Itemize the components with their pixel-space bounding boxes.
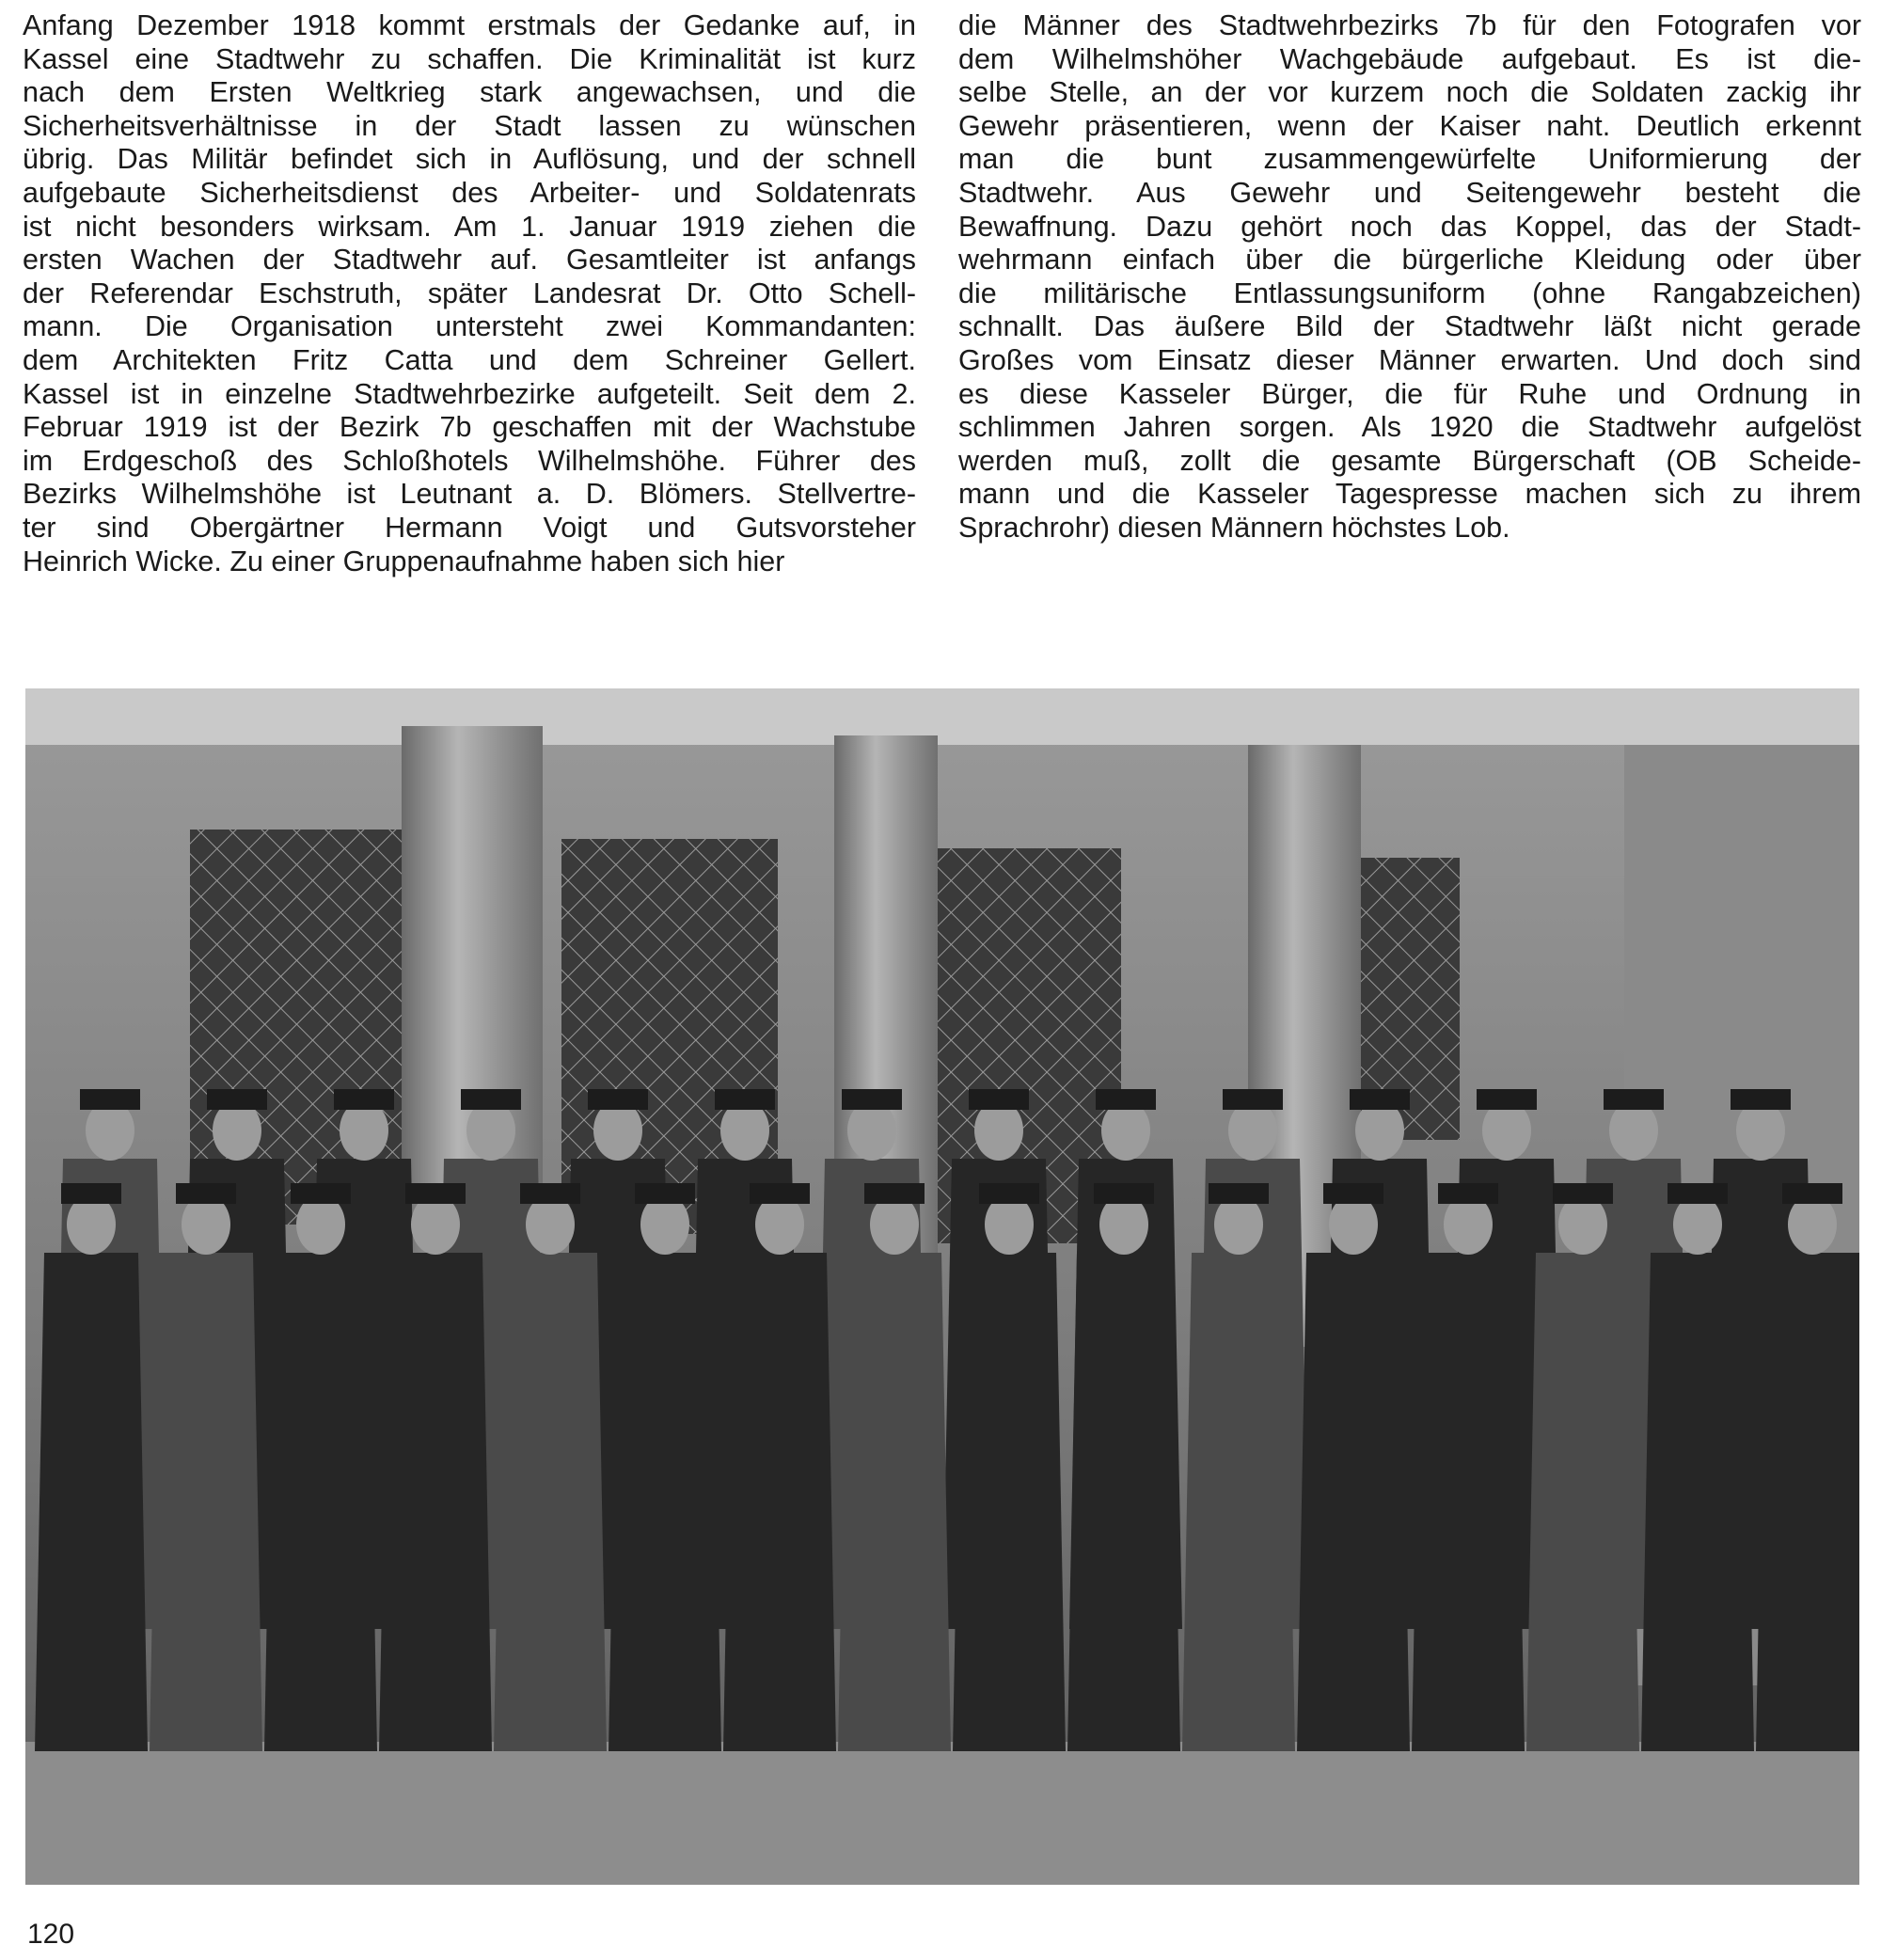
person-hat	[864, 1183, 925, 1204]
left-text-column	[23, 9, 916, 578]
person-body	[723, 1253, 836, 1751]
text-line: schlimmen Jahren sorgen. Als 1920 die Stadtwehr aufgelöst	[958, 411, 1861, 444]
person-hat	[1604, 1089, 1664, 1110]
text-line: mann. Die Organisation untersteht zwei Kommandanten:	[23, 310, 916, 343]
text-line: im Erdgeschoß des Schloßhotels Wilhelmshöhe. Führer des	[23, 444, 916, 477]
text-line: Anfang Dezember 1918 kommt erstmals der Gedanke auf, in	[23, 9, 916, 41]
person-hat	[207, 1089, 267, 1110]
text-line: ersten Wachen der Stadtwehr auf. Gesamtleiter ist anfangs	[23, 244, 916, 277]
person-hat	[979, 1183, 1039, 1204]
person-hat	[334, 1089, 394, 1110]
person-hat	[588, 1089, 648, 1110]
text-line: Februar 1919 ist der Bezirk 7b geschaffen mit der Wachstube	[23, 411, 916, 444]
text-line: dem Wilhelmshöher Wachgebäude aufgebaut. Es ist die-	[958, 42, 1861, 75]
person-hat	[176, 1183, 236, 1204]
page-number: 120	[27, 1919, 75, 1950]
person-hat	[635, 1183, 695, 1204]
text-line: selbe Stelle, an der vor kurzem noch die Soldaten zackig ihr	[958, 76, 1861, 109]
person-hat	[715, 1089, 775, 1110]
person-hat	[1438, 1183, 1498, 1204]
text-line: mann und die Kasseler Tagespresse machen sich zu ihrem	[958, 478, 1861, 511]
person-hat	[80, 1089, 140, 1110]
person-hat	[461, 1089, 521, 1110]
group-photo-stadtwehr	[25, 688, 1859, 1885]
text-line: nach dem Ersten Weltkrieg stark angewachsen, und die	[23, 76, 916, 109]
person-hat	[405, 1183, 466, 1204]
text-line: dem Architekten Fritz Catta und dem Schreiner Gellert.	[23, 343, 916, 376]
person-hat	[1477, 1089, 1537, 1110]
person-hat	[1731, 1089, 1791, 1110]
person-hat	[1209, 1183, 1269, 1204]
text-line: die militärische Entlassungsuniform (ohne Rangabzeichen)	[958, 277, 1861, 309]
person-hat	[1553, 1183, 1613, 1204]
person-body	[1297, 1253, 1410, 1751]
text-line: Heinrich Wicke. Zu einer Gruppenaufnahme haben sich hier	[23, 545, 785, 577]
person-body	[1526, 1253, 1639, 1751]
person-body	[1641, 1253, 1754, 1751]
text-line: Stadtwehr. Aus Gewehr und Seitengewehr besteht die	[958, 176, 1861, 209]
person-body	[609, 1253, 721, 1751]
text-line: Gewehr präsentieren, wenn der Kaiser naht. Deutlich erkennt	[958, 109, 1861, 142]
text-line: wehrmann einfach über die bürgerliche Kleidung oder über	[958, 244, 1861, 277]
text-line: aufgebaute Sicherheitsdienst des Arbeiter- und Soldatenrats	[23, 176, 916, 209]
person-hat	[1323, 1183, 1383, 1204]
text-line: ter sind Obergärtner Hermann Voigt und Gutsvorsteher	[23, 511, 916, 544]
text-line: schnallt. Das äußere Bild der Stadtwehr läßt nicht gerade	[958, 310, 1861, 343]
person-hat	[61, 1183, 121, 1204]
person-body	[953, 1253, 1066, 1751]
text-line: man die bunt zusammengewürfelte Uniformierung der	[958, 143, 1861, 176]
person-body	[264, 1253, 377, 1751]
person-hat	[520, 1183, 580, 1204]
text-line: Sprachrohr) diesen Männern höchstes Lob.	[958, 511, 1510, 544]
person-hat	[1094, 1183, 1154, 1204]
person-body	[838, 1253, 951, 1751]
person-body	[1182, 1253, 1295, 1751]
text-line: Kassel ist in einzelne Stadtwehrbezirke aufgeteilt. Seit dem 2.	[23, 377, 916, 410]
person-body	[1067, 1253, 1180, 1751]
person-body	[1412, 1253, 1525, 1751]
person-body	[1756, 1253, 1859, 1751]
person-hat	[1096, 1089, 1156, 1110]
right-text-column	[958, 9, 1861, 545]
text-line: die Männer des Stadtwehrbezirks 7b für den Fotografen vor	[958, 9, 1861, 41]
text-line: Sicherheitsverhältnisse in der Stadt lassen zu wünschen	[23, 109, 916, 142]
person-body	[379, 1253, 492, 1751]
person-hat	[1223, 1089, 1283, 1110]
text-line: Bezirks Wilhelmshöhe ist Leutnant a. D. Blömers. Stellvertre-	[23, 478, 916, 511]
person-hat	[1782, 1183, 1842, 1204]
text-line: ist nicht besonders wirksam. Am 1. Januar 1919 ziehen die	[23, 210, 916, 243]
text-line: der Referendar Eschstruth, später Landesrat Dr. Otto Schell-	[23, 277, 916, 309]
text-line: Kassel eine Stadtwehr zu schaffen. Die Kriminalität ist kurz	[23, 42, 916, 75]
text-line: Bewaffnung. Dazu gehört noch das Koppel, das der Stadt-	[958, 210, 1861, 243]
text-line: übrig. Das Militär befindet sich in Auflösung, und der schnell	[23, 143, 916, 176]
person-hat	[842, 1089, 902, 1110]
person-body	[35, 1253, 148, 1751]
person-hat	[1350, 1089, 1410, 1110]
person-hat	[750, 1183, 810, 1204]
text-line: Großes vom Einsatz dieser Männer erwarten. Und doch sind	[958, 343, 1861, 376]
person-hat	[969, 1089, 1029, 1110]
person-hat	[1668, 1183, 1728, 1204]
text-line: es diese Kasseler Bürger, die für Ruhe und Ordnung in	[958, 377, 1861, 410]
person-hat	[291, 1183, 351, 1204]
text-line: werden muß, zollt die gesamte Bürgerschaft (OB Scheide-	[958, 444, 1861, 477]
person-body	[150, 1253, 262, 1751]
person-body	[494, 1253, 607, 1751]
